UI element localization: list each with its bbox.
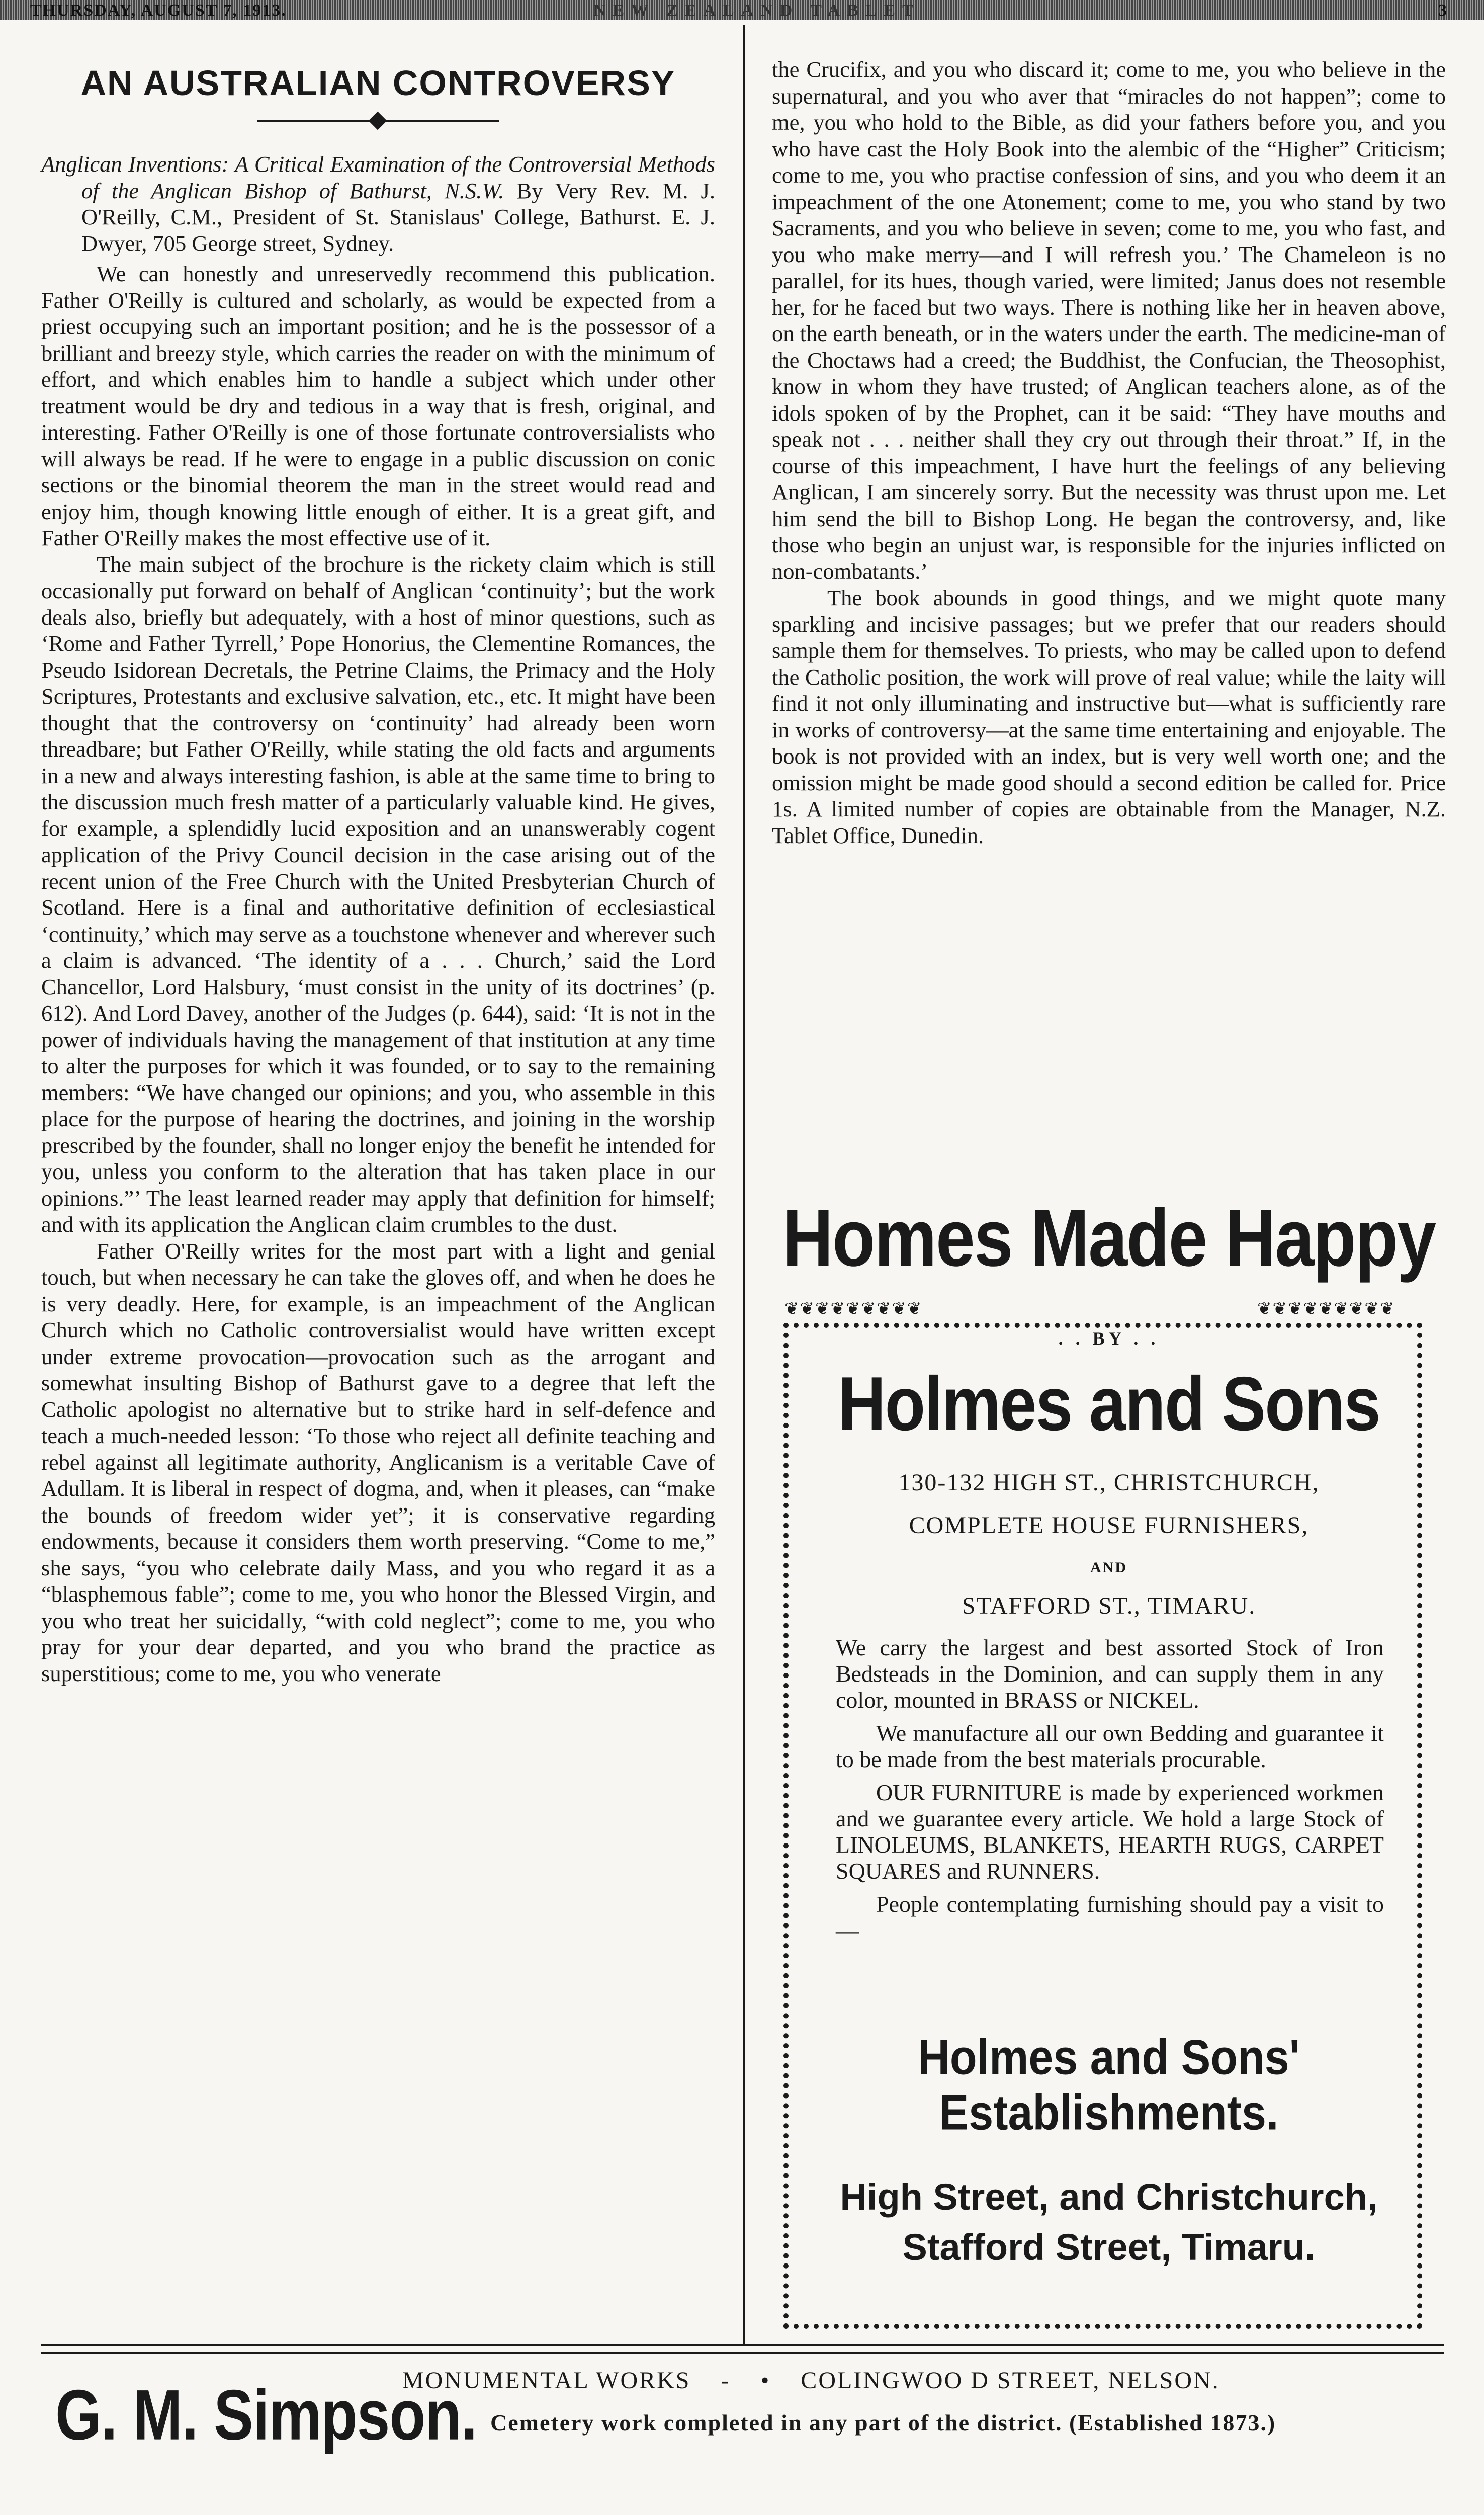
footer-ad-line-1 <box>402 2367 1448 2394</box>
ad-ornament-left: ❦❦❦❦❦❦❦❦❦ <box>784 1299 923 1319</box>
ad-body-paragraph-3: OUR FURNITURE is made by experienced workmen and we guarantee every article. We hold a large Stock of LINOLEUMS, BLANKETS, HEARTH RUGS, CARPET SQUARES and RUNNERS. <box>836 1780 1384 1884</box>
ad-body-paragraph-1: We carry the largest and best assorted Stock of Iron Bedsteads in the Dominion, and can supply them in any color, mounted in BRASS or NICKEL. <box>836 1635 1384 1713</box>
ad-body <box>836 1635 1384 1951</box>
ad-tagline: COMPLETE HOUSE FURNISHERS, <box>909 1512 1309 1539</box>
ad-and: AND <box>1090 1559 1127 1576</box>
masthead: NEW ZEALAND TABLET <box>593 1 921 20</box>
book-publication-details: By Very Rev. M. J. O'Reilly, C.M., President of St. Stanislaus' College, Bathurst. E. J. Dwyer, 705 George street, Sydney. <box>81 178 715 256</box>
ad-establishments-line-2: Establishments. <box>939 2084 1279 2140</box>
running-head <box>0 0 1484 20</box>
footer-separator: - • <box>721 2367 771 2394</box>
ad-closing-line-2: Stafford Street, Timaru. <box>902 2226 1316 2268</box>
ad-address-timaru: STAFFORD ST., TIMARU. <box>962 1592 1256 1619</box>
ad-ornament-right: ❦❦❦❦❦❦❦❦❦ <box>1257 1299 1395 1319</box>
ad-body-paragraph-2: We manufacture all our own Bedding and guarantee it to be made from the best materials procurable. <box>836 1720 1384 1772</box>
ad-body-paragraph-4: People contemplating furnishing should pay a visit to— <box>836 1891 1384 1943</box>
footer-ad-line-2: Cemetery work completed in any part of the district. (Established 1873.) <box>490 2410 1276 2436</box>
ad-closing-line-1: High Street, and Christchurch, <box>840 2176 1378 2218</box>
book-citation <box>41 151 715 257</box>
title-ornament <box>257 111 499 131</box>
left-column <box>41 60 715 1687</box>
ad-company-name: Holmes and Sons <box>838 1361 1380 1447</box>
footer-street: COLINGWOO D STREET, NELSON. <box>801 2367 1220 2394</box>
article-paragraph-1: We can honestly and unreservedly recommend this publication. Father O'Reilly is cultured and scholarly, as would be expected from a priest occupying such an important position; and he is the possessor of a brilliant and breezy style, which carries the reader on with the minimum of effort, and which enables him to handle a subject which under other treatment would be dry and tedious in a way that is fresh, original, and interesting. Father O'Reilly is one of those fortunate controversialists who will always be read. If he were to engage in a public discussion on conic sections or the binomial theorem the man in the street would read and enjoy him, though knowing little enough of either. It is a great gift, and Father O'Reilly makes the most effective use of it. <box>41 261 715 550</box>
running-head-date: THURSDAY, AUGUST 7, 1913. <box>30 1 287 20</box>
article-paragraph-4: the Crucifix, and you who discard it; come to me, you who believe in the supernatural, and you who aver that “miracles do not happen”; come to me, you who hold to the Bible, as did your fathers before you, and you who have cast the Holy Book into the alembic of the “Higher” Criticism; come to me, you who practise confession of sins, and you who deem it an impeachment of the one Atonement; come to me, you who stand by two Sacraments, and you who believe in seven; come to me, you who fast, and you who make merry—and I will refresh you.’ The Chameleon is no parallel, for its hues, though varied, were limited; Janus does not resemble her, for he faced but two ways. There is nothing like her in heaven above, on the earth beneath, or in the waters under the earth. The medicine-man of the Choctaws had a creed; the Buddhist, the Confucian, the Theosophist, know in whom they have trusted; of Anglican teachers alone, as of the idols spoken of by the Prophet, can it be said: “They have mouths and speak not . . . neither shall they cry out through their throat.” If, in the course of this impeachment, I have hurt the feelings of any believing Anglican, I am sincerely sorry. But the necessity was thrust upon me. Let him send the bill to Bishop Long. He began the controversy, and, like those who begin an unjust war, is responsible for the injuries inflicted on non-combatants.’ <box>772 57 1446 584</box>
footer-advertiser-name: G. M. Simpson. <box>55 2375 477 2455</box>
ad-establishments-line-1: Holmes and Sons' <box>918 2029 1300 2085</box>
footer-rule-top <box>41 2344 1444 2346</box>
page-number: 3 <box>1438 1 1448 20</box>
article-paragraph-5: The book abounds in good things, and we might quote many sparkling and incisive passages; but we prefer that our readers should sample them for themselves. To priests, who may be called upon to defend the Catholic position, the work will prove of real value; while the laity will find it not only illuminating and instructive but—what is sufficiently rare in works of controversy—at the same time entertaining and enjoyable. The book is not provided with an index, but is very well worth one; and the omission might be made good should a second edition be called for. Price 1s. A limited number of copies are obtainable from the Manager, N.Z. Tablet Office, Dunedin. <box>772 585 1446 848</box>
footer-monumental-works: MONUMENTAL WORKS <box>402 2367 691 2394</box>
article-paragraph-2: The main subject of the brochure is the rickety claim which is still occasionally put forward on behalf of Anglican ‘continuity’; but the work deals also, briefly but adequately, with a host of minor questions, such as ‘Rome and Father Tyrrell,’ Pope Honorius, the Clementine Romances, the Pseudo Isidorean Decretals, the Petrine Claims, the Primacy and the Holy Scriptures, Protestants and exclusive salvation, etc., etc. It might have been thought that the controversy on ‘continuity’ had already been worn threadbare; but Father O'Reilly, while stating the old facts and arguments in a new and always interesting fashion, is able at the same time to bring to the discussion much fresh matter of a particularly valuable kind. He gives, for example, a splendidly lucid exposition and an unanswerably cogent application of the Privy Council decision in the case arising out of the recent union of the Free Church with the United Presbyterian Church of Scotland. Here is a final and authoritative definition of ecclesiastical ‘continuity,’ which may serve as a touchstone whenever and wherever such a claim is advanced. ‘The identity of a . . . Church,’ said the Lord Chancellor, Lord Halsbury, ‘must consist in the unity of its doctrines’ (p. 612). And Lord Davey, another of the Judges (p. 644), said: ‘It is not in the power of individuals having the management of that institution at any time to alter the purposes for which it was founded, or to say to the remaining members: “We have changed our opinions; and you, who assemble in this place for the purpose of hearing the doctrines, and joining in the worship prescribed by the founder, shall no longer enjoy the benefit he intended for you, unless you conform to the alteration that has taken place in our opinions.”’ The least learned reader may apply that definition for himself; and with its application the Anglican claim crumbles to the dust. <box>41 551 715 1237</box>
article-paragraph-3: Father O'Reilly writes for the most part with a light and genial touch, but when necessary he can take the gloves off, and when he does he is very deadly. Here, for example, is an impeachment of the Anglican Church which no Catholic controversialist would have written except under extreme provocation—provocation such as the arrogant and somewhat insulting Bishop of Bathurst gave to a degree that left the Catholic apologist no alternative but to strike hard in self-defence and teach a much-needed lesson: ‘To those who reject all definite teaching and rebel against all legitimate authority, Anglicanism is a veritable Cave of Adullam. It is liberal in respect of dogma, and, when it pleases, can “make the bounds of freedom wider yet”; it is conservative regarding endowments, because it considers them worth preserving. “Come to me,” she says, “you who celebrate daily Mass, and you who regard it as a “blasphemous fable”; come to me, you who honor the Blessed Virgin, and you who treat her suicidally, “with cold neglect”; come to me, you who pray for your dear departed, and you who brand the practice as superstitious; come to me, you who venerate <box>41 1238 715 1686</box>
ad-headline: Homes Made Happy <box>782 1192 1436 1283</box>
column-divider <box>743 25 745 2344</box>
article-title: AN AUSTRALIAN CONTROVERSY <box>80 63 676 103</box>
ad-address-christchurch: 130-132 HIGH ST., CHRISTCHURCH, <box>898 1469 1320 1496</box>
footer-rule-inner <box>41 2352 1444 2354</box>
ad-by-line: . . BY . . <box>1058 1328 1160 1349</box>
book-title: Anglican Inventions: A Critical Examination of the Controversial Methods of the Anglican Bishop of Bathurst, N.S.W. <box>41 151 715 203</box>
right-column <box>772 56 1446 849</box>
